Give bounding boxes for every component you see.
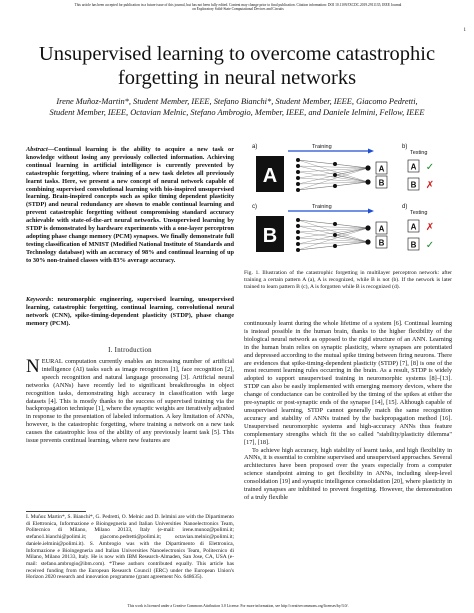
pattern-b-letter: B: [262, 225, 278, 247]
paper-title: Unsupervised learning to overcome catastrophic forgetting in neural networks: [38, 43, 436, 89]
testing-panel-bottom: [408, 220, 434, 251]
footnote-rule: [26, 511, 86, 512]
output-box-a-bottom: [376, 222, 387, 234]
output-a-bottom-letter: A: [378, 224, 385, 234]
output-box-b-top: [376, 176, 387, 188]
journal-banner: [10, 3, 466, 12]
test-top-a-letter: A: [410, 162, 417, 172]
input-pattern-a: [256, 156, 284, 192]
testing-label-bottom: Testing: [410, 210, 428, 216]
author-line-1: Irene Muñoz-Martin*, Student Member, IEEE, Stefano Bianchi*, Student Member, IEEE, Giacomo Pedretti,: [56, 97, 418, 106]
panel-label-b: b): [402, 144, 408, 150]
figure-1: [250, 140, 450, 264]
output-b-top-letter: B: [378, 178, 385, 188]
introduction-paragraph: [26, 358, 234, 445]
panel-label-a: a): [252, 144, 258, 150]
license-footer: This work is licensed under a Creative Commons Attribution 3.0 License. For more information, see http://creativecommons.org/licenses/by/3.0/.: [127, 604, 349, 608]
output-box-b-bottom: [376, 236, 387, 248]
author-footnote: I. Muñoz Martin*, S. Bianchi*, G. Pedretti, O. Melnic and D. Ielmini are with the Dipartimento di Elettronica, Informazione e Bioingegneria and Italian Universities Nanoelectronics Team, Politecnico di Milano, Milano 20133, Italy (e-mail: irene.munoz@polimi.it; stefano1.bianchi@polimi.it; giacomo.pedretti@polimi.it; octavian.melnic@polimi.it; daniele.ielmini@polimi.it). S. Ambrogio was with the Dipartimento di Elettronica, Informazione e Bioingegneria and Italian Universities Nanoelectronics Team, Politecnico di Milano, Milano 20133, Italy. He is now with IBM Research-Almaden, San Jose, CA, USA (e-mail: stefano.ambrogio@ibm.com). *These authors contributed equally. This article has received funding from the European Research Council (ERC) under the European Union's Horizon 2020 research and innovation programme (grant agreement No. 648635).: [26, 514, 234, 581]
author-line-2: Student Member, IEEE, Octavian Melnic, Stefano Ambrogio, Member, IEEE, and Daniele Ielmini, Fellow, IEEE: [49, 108, 425, 117]
output-a-top-letter: A: [378, 164, 385, 174]
right-paragraph-2: To achieve high accuracy, high stability of learnt tasks, and high flexibility in ANNs, it is essential to combine supervised and unsupervised approaches. Several architectures have been proposed over the years especially from a computer science standpoint aiming to get flexibility in ANNs, including sleep-level consolidation [19] and synaptic intelligence consolidation [20], where plasticity in trained synapses are inhibited to prevent forgetting. However, the demonstration of a truly flexible: [244, 446, 452, 501]
drop-cap: N: [26, 356, 40, 377]
training-label-bottom: Training: [312, 204, 332, 210]
right-column-body: [244, 320, 452, 502]
training-label-top: Training: [312, 144, 332, 150]
keywords-label: Keywords: [26, 296, 52, 303]
panel-label-c: c): [252, 204, 257, 210]
test-top-a-check: ✓: [425, 162, 435, 173]
output-b-bottom-letter: B: [378, 238, 385, 248]
keywords-text: : neuromorphic engineering, supervised learning, unsupervised learning, catastrophic forgetting, continual learning, convolutional neural network (CNN), spike-timing-dependent plasticity (STDP), phase change memory (PCM).: [26, 296, 234, 327]
network-bottom-nodes: [296, 218, 371, 252]
figure-caption: Fig. 1. Illustration of the catastrophic forgetting in multilayer perceptron network: after training a certain pattern A (a), A is recognized, while B is not (b). If the network is later trained to learn pattern B (c), A is forgotten while B is recognized (d).: [244, 270, 452, 290]
panel-label-d: d): [402, 204, 408, 210]
test-top-b-cross: ✗: [425, 180, 435, 191]
testing-label-top: Testing: [410, 150, 428, 156]
abstract: [26, 146, 234, 265]
test-bottom-b-letter: B: [410, 240, 417, 250]
author-list: [20, 96, 454, 118]
test-top-b-letter: B: [410, 180, 417, 190]
test-bottom-b-check: ✓: [425, 240, 435, 251]
test-bottom-a-cross: ✗: [425, 222, 435, 233]
keywords: [26, 296, 234, 328]
banner-line-1: This article has been accepted for publication in a future issue of this journal, but has not been fully edited. Content may change prior to final publication. Citation information: DOI 10.1109/JXCDC.2019.2911135, IEEE Journal: [74, 3, 402, 7]
introduction-text: EURAL computation currently enables an increasing number of artificial intelligence (AI) tasks such as image recognition [1], face recognition [2], speech recognition and natural language processing [3]. Artificial neural networks (ANNs) have recently led to significant breakthroughs in object recognition tasks, demonstrating high accuracy in classification with large datasets [4]. This is mostly thanks to the success of supervised training via the backpropagation technique [1], where the synaptic weights are iteratively adjusted in response to the presentation of labeled information. A key limitation of ANNs, however, is the catastrophic forgetting, where training a network on a new task causes the catastrophic loss of the ability of any previously learnt task [5]. This issue prevents continual learning, where new features are: [26, 358, 234, 445]
output-box-a-top: [376, 162, 387, 174]
banner-line-2: on Exploratory Solid-State Computational Devices and Circuits: [192, 7, 284, 12]
network-top-nodes: [296, 158, 371, 192]
page-number: 1: [463, 28, 466, 33]
test-bottom-a-letter: A: [410, 222, 417, 232]
right-paragraph-1: continuously learnt during the whole lifetime of a system [6]. Continual learning is instead possible in the human brain, thanks to the higher flexibility of the biological neural network as opposed to the rigid structure of an ANN. Learning in the human brain relies on synaptic plasticity, where synapses are potentiated and depressed according to the mutual spike timing between firing neurons. There are evidences that spike-timing-dependent plasticity (STDP) [7], [8] is one of the most recurrent learning rules occurring in the brain. As a result, STDP is widely adopted to support unsupervised training in neuromorphic systems [8]–[13]. STDP can also be easily implemented with emerging memory devices, where the change of conductance can be controlled by the timing of the spikes at either the pre-synaptic or post-synaptic ends of the synapse [14], [15]. Although capable of unsupervised learning, STDP cannot generally match the same recognition accuracy and stability of ANNs trained by the backpropagation method [16]. Unsupervised neuromorphic systems and high-accuracy ANNs thus feature complementary strengths which fit the so called "stability/plasticity dilemma" [17], [18].: [244, 320, 452, 446]
abstract-label: Abstract: [26, 146, 48, 153]
pattern-a-letter: A: [262, 165, 278, 187]
testing-panel-top: [408, 160, 434, 191]
abstract-text: —Continual learning is the ability to acquire a new task or knowledge without losing any previously collected information. Achieving continual learning in artificial intelligence is currently prevented by catastrophic forgetting, where training of a new task deletes all previously learnt tasks. Here, we present a new concept of neural network capable of combining supervised convolutional learning with bio-inspired unsupervised learning. Brain-inspired concepts such as spike timing dependent plasticity (STDP) and neural redundancy are shown to enable continual learning and prevent catastrophic forgetting without compromising standard accuracy achievable with state-of-the-art neural networks. Unsupervised learning by STDP is demonstrated by hardware experiments with a one-layer perceptron adopting phase change memory (PCM) synapses. We finally demonstrate full testing classification of MNIST (Modified National Institute of Standards and Technology database) with an accuracy of 98% and continual learning of up to 30% non-trained classes with 83% average accuracy.: [26, 146, 234, 264]
input-pattern-b: [256, 216, 284, 252]
section-heading: I. Introduction: [108, 347, 152, 354]
